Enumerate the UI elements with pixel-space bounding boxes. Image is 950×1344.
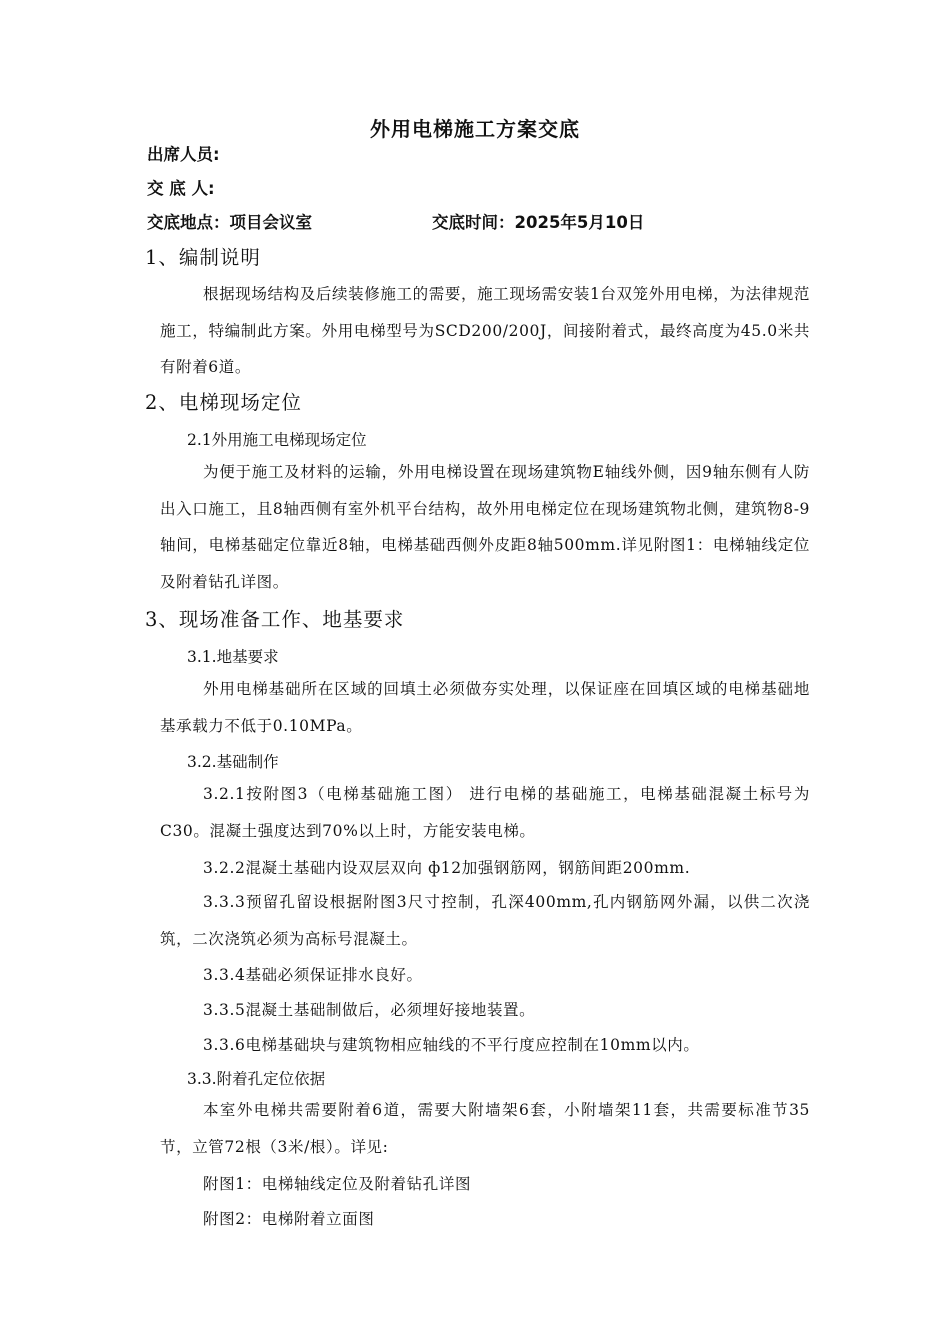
meeting-info-row (147, 209, 645, 233)
section-1-paragraph: 根据现场结构及后续装修施工的需要，施工现场需安装1台双笼外用电梯，为法律规范施工，特编制此方案。外用电梯型号为SCD200/200J，间接附着式，最终高度为45.0米共有附着6道。 (160, 285, 810, 376)
appendix-figure-2-line: 附图2：电梯附着立面图 (203, 1210, 375, 1228)
section-3-1-paragraph: 外用电梯基础所在区域的回填土必须做夯实处理，以保证座在回填区域的电梯基础地基承载力不低于0.10MPa。 (160, 680, 810, 735)
subsection-3-2-heading: 3.2.基础制作 (187, 753, 279, 771)
item-3-3-5-line: 3.3.5混凝土基础制做后，必须埋好接地装置。 (203, 1001, 536, 1019)
meeting-location: 交底地点：项目会议室 (147, 213, 312, 232)
item-3-2-2-line: 3.2.2混凝土基础内设双层双向 ф12加强钢筋网，钢筋间距200mm. (203, 859, 691, 877)
document-title: 外用电梯施工方案交底 (370, 117, 580, 141)
item-3-3-4-line: 3.3.4基础必须保证排水良好。 (203, 966, 423, 984)
attendees-label: 出席人员: (147, 145, 220, 164)
presenter-label: 交 底 人: (147, 179, 215, 198)
item-3-3-6-line: 3.3.6电梯基础块与建筑物相应轴线的不平行度应控制在10mm以内。 (203, 1036, 700, 1054)
subsection-3-1-heading: 3.1.地基要求 (187, 648, 279, 666)
subsection-3-3-heading: 3.3.附着孔定位依据 (187, 1070, 326, 1088)
appendix-figure-1-line: 附图1：电梯轴线定位及附着钻孔详图 (203, 1175, 472, 1193)
subsection-2-1-heading: 2.1外用施工电梯现场定位 (187, 431, 367, 449)
section-2-paragraph: 为便于施工及材料的运输，外用电梯设置在现场建筑物E轴线外侧，因9轴东侧有人防出入口施工，且8轴西侧有室外机平台结构，故外用电梯定位在现场建筑物北侧，建筑物8-9轴间，电梯基础定位靠近8轴，电梯基础西侧外皮距8轴500mm.详见附图1：电梯轴线定位及附着钻孔详图。 (160, 463, 810, 591)
section-heading-3: 3、现场准备工作、地基要求 (145, 608, 405, 631)
item-3-3-3-paragraph: 3.3.3预留孔留设根据附图3尺寸控制，孔深400mm,孔内钢筋网外漏，以供二次浇筑，二次浇筑必须为高标号混凝土。 (160, 893, 810, 948)
item-3-2-1-paragraph: 3.2.1按附图3（电梯基础施工图） 进行电梯的基础施工，电梯基础混凝土标号为C30。混凝土强度达到70%以上时，方能安装电梯。 (160, 785, 810, 840)
section-heading-2: 2、电梯现场定位 (145, 391, 302, 414)
meeting-time: 交底时间：2025年5月10日 (432, 213, 645, 232)
section-heading-1: 1、编制说明 (145, 246, 261, 269)
section-3-3-paragraph: 本室外电梯共需要附着6道，需要大附墙架6套，小附墙架11套，共需要标准节35节，立管72根（3米/根）。详见: (160, 1101, 810, 1156)
